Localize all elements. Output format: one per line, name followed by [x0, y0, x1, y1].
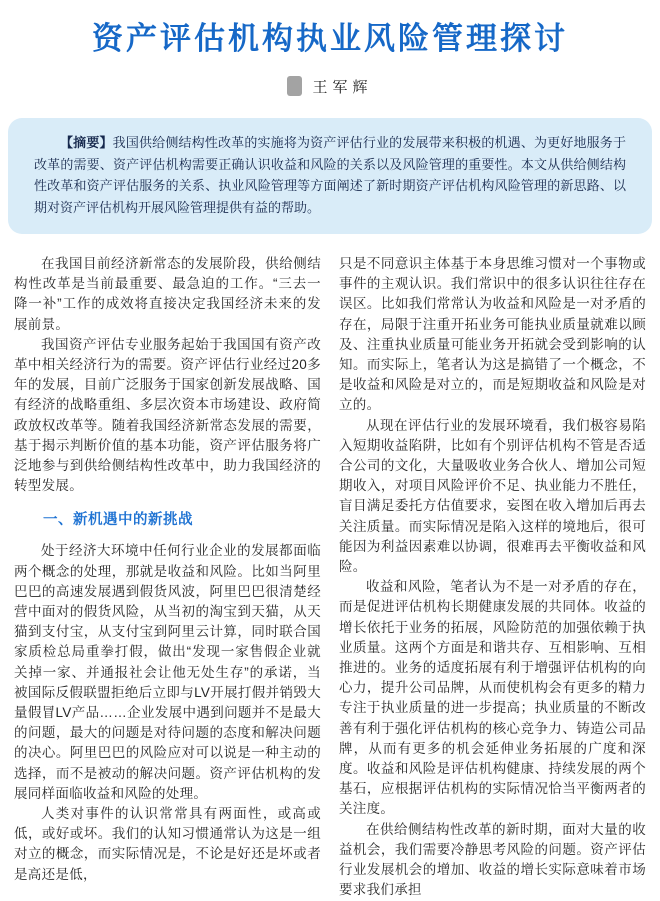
abstract-text: 我国供给侧结构性改革的实施将为资产评估行业的发展带来积极的机遇、为更好地服务于改革的需要、资产评估机构需要正确认识收益和风险的关系以及风险管理的重要性。本文从供给侧结构性改革和资产评估服务的关系、执业风险管理等方面阐述了新时期资产评估机构风险管理的新思路、以期对资产评估机构开展风险管理提供有益的帮助。: [34, 135, 626, 215]
right-paragraph-4: 在供给侧结构性改革的新时期，面对大量的收益机会，我们需要冷静思考风险的问题。资产评估行业发展机会的增加、收益的增长实际意味着市场要求我们承担: [339, 821, 646, 898]
left-paragraph-3: 处于经济大环境中任何行业企业的发展都面临两个概念的处理，那就是收益和风险。比如当阿里巴巴的高速发展遇到假货风波，阿里巴巴很清楚经营中面对的假货风险，从当初的淘宝到天猫，从天猫到支付宝，从支付宝到阿里云计算，同时联合国家质检总局重拳打假，做出“发现一家售假企业就关掉一家、并通报社会让他无处生存”的承诺，当被国际反假联盟拒绝后立即与LV开展打假并销毁大量假冒LV产品……企业发展中遇到问题并不是最大的问题，最大的问题是对待问题的态度和解决问题的决心。阿里巴巴的风险应对可以说是一种主动的选择，而不是被动的解决问题。资产评估机构的发展同样面临收益和风险的处理。: [14, 543, 321, 801]
abstract-paragraph: [34, 132, 626, 218]
left-column: [14, 254, 321, 901]
left-paragraph-2: 我国资产评估专业服务起始于我国国有资产改革中相关经济行为的需要。资产评估行业经过20多年的发展，目前广泛服务于国家创新发展战略、国有经济的战略重组、多层次资本市场建设、政府简政放权改革等。随着我国经济新常态发展的需要，基于揭示判断价值的基本功能，资产评估服务将广泛地参与到供给侧结构性改革中，助力我国经济的转型发展。: [14, 336, 321, 494]
author-square-icon: [287, 76, 302, 96]
article-body: [0, 254, 660, 901]
left-paragraph-1: 在我国目前经济新常态的发展阶段，供给侧结构性改革是当前最重要、最急迫的工作。“三去一降一补”工作的成效将直接决定我国经济未来的发展前景。: [14, 256, 321, 332]
right-paragraph-1: 只是不同意识主体基于本身思维习惯对一个事物或事件的主观认识。我们常识中的很多认识往往存在误区。比如我们常常认为收益和风险是一对矛盾的存在，局限于注重开拓业务可能执业质量就难以顾及、注重执业质量可能业务开拓就会受到影响的认知。而实际上，笔者认为这是搞错了一个概念，不是收益和风险是对立的，而是短期收益和风险是对立的。: [339, 256, 646, 413]
section-heading-1: 一、新机遇中的新挑战: [43, 512, 193, 529]
abstract-label: 【摘要】: [60, 135, 113, 150]
author-name: 王军辉: [312, 79, 373, 96]
right-paragraph-2: 从现在评估行业的发展环境看，我们极容易陷入短期收益陷阱，比如有个别评估机构不管是否适合公司的文化，大量吸收业务合伙人、增加公司短期收入，对项目风险评价不足、执业能力不胜任，盲目满足委托方估值要求，妄图在收入增加后再去关注质量。而实际情况是陷入这样的境地后，很可能因为利益因素难以协调，很难再去平衡收益和风险。: [339, 417, 646, 575]
right-column: [339, 254, 646, 901]
page-title: 资产评估机构执业风险管理探讨: [92, 21, 568, 56]
left-paragraph-4: 人类对事件的认识常常具有两面性，或高或低，或好或坏。我们的认知习惯通常认为这是一组对立的概念，而实际情况是，不论是好还是坏或者是高还是低，: [14, 806, 321, 882]
right-paragraph-3: 收益和风险，笔者认为不是一对矛盾的存在，而是促进评估机构长期健康发展的共同体。收益的增长依托于业务的拓展，风险防范的加强依赖于执业质量。这两个方面是和谐共存、互相影响、互相推进的。业务的适度拓展有利于增强评估机构的向心力，提升公司品牌，从而使机构会有更多的精力专注于执业质量的进一步提高；执业质量的不断改善有利于强化评估机构的核心竞争力、铸造公司品牌，从而有更多的机会延伸业务拓展的广度和深度。收益和风险是评估机构健康、持续发展的两个基石，应根据评估机构的实际情况恰当平衡两者的关注度。: [339, 579, 646, 817]
abstract-box: [8, 118, 652, 234]
author-row: [0, 75, 660, 97]
